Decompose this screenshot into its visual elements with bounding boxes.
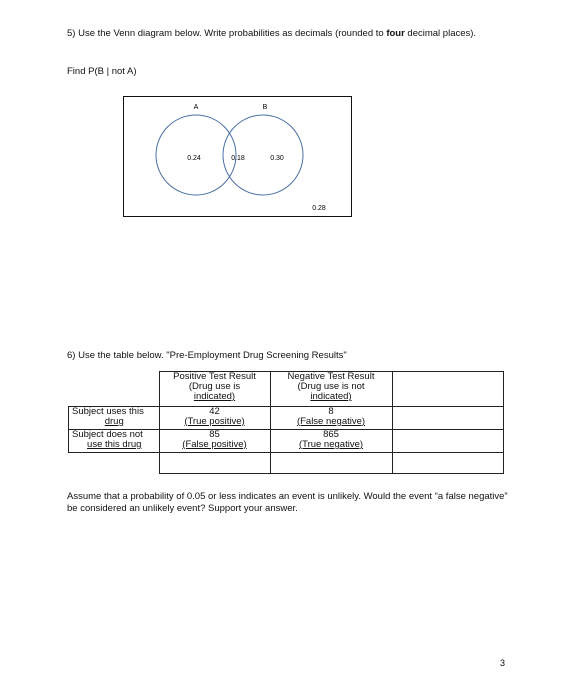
row-header-uses-drug: [69, 407, 160, 430]
column-header-negative: [270, 372, 392, 407]
col-negative-title: Negative Test Result: [287, 371, 375, 382]
q5-text-start: 5) Use the Venn diagram below. Write probabilities as decimals (rounded to: [67, 28, 387, 39]
cell-note: (True positive): [184, 416, 245, 427]
table-empty-cell: [392, 453, 503, 474]
cell-note: (False negative): [296, 416, 366, 427]
col-negative-sub2: indicated): [310, 391, 352, 402]
cell-true-negative: [270, 430, 392, 453]
row-not-uses-line2: use this drug: [87, 439, 142, 450]
cell-value: 865: [323, 429, 339, 440]
cell-value: 85: [209, 429, 220, 440]
q5-text-end: decimal places).: [404, 28, 477, 39]
col-positive-sub1: (Drug use is: [188, 381, 241, 392]
table-row: [69, 407, 504, 430]
cell-false-negative: [270, 407, 392, 430]
row-not-uses-line1: Subject does not: [72, 429, 143, 440]
question-6-instructions: 6) Use the table below. "Pre-Employment Drug Screening Results": [67, 350, 347, 361]
venn-diagram: [123, 96, 353, 218]
cell-note: (False positive): [182, 439, 247, 450]
row-uses-line2: drug: [104, 416, 124, 427]
question-5-instructions: [67, 28, 507, 40]
cell-value: 42: [209, 406, 220, 417]
venn-intersection-value: 0.18: [231, 155, 245, 162]
cell-value: 8: [328, 406, 334, 417]
table-empty-cell: [159, 453, 270, 474]
col-negative-sub1: (Drug use is not: [297, 381, 365, 392]
table-empty-cell: [270, 453, 392, 474]
page-number: 3: [500, 658, 506, 668]
venn-label-b: B: [262, 104, 268, 111]
table-row: [69, 430, 504, 453]
table-row-empty: [69, 453, 504, 474]
question-5-find: Find P(B | not A): [67, 66, 137, 77]
col-positive-sub2: indicated): [193, 391, 236, 402]
cell-note: (True negative): [298, 439, 364, 450]
table-empty-cell: [392, 430, 503, 453]
row-header-not-uses-drug: [69, 430, 160, 453]
cell-true-positive: [159, 407, 270, 430]
drug-screening-table: [68, 371, 504, 474]
col-positive-title: Positive Test Result: [173, 371, 256, 382]
venn-only-a-value: 0.24: [187, 155, 201, 162]
venn-label-a: A: [193, 104, 199, 111]
table-header-row: [69, 372, 504, 407]
table-empty-cell: [392, 372, 503, 407]
table-corner-blank: [69, 372, 160, 407]
column-header-positive: [159, 372, 270, 407]
row-uses-line1: Subject uses this: [72, 406, 144, 417]
venn-neither-value: 0.28: [312, 205, 326, 212]
q5-bold-word: four: [386, 28, 405, 39]
cell-false-positive: [159, 430, 270, 453]
question-6-prompt: Assume that a probability of 0.05 or less indicates an event is unlikely. Would the event “a false negative” be considered an unlikely event? Support your answer.: [67, 491, 508, 514]
venn-only-b-value: 0.30: [270, 155, 284, 162]
table-empty-cell: [392, 407, 503, 430]
table-blank-cell: [69, 453, 160, 474]
